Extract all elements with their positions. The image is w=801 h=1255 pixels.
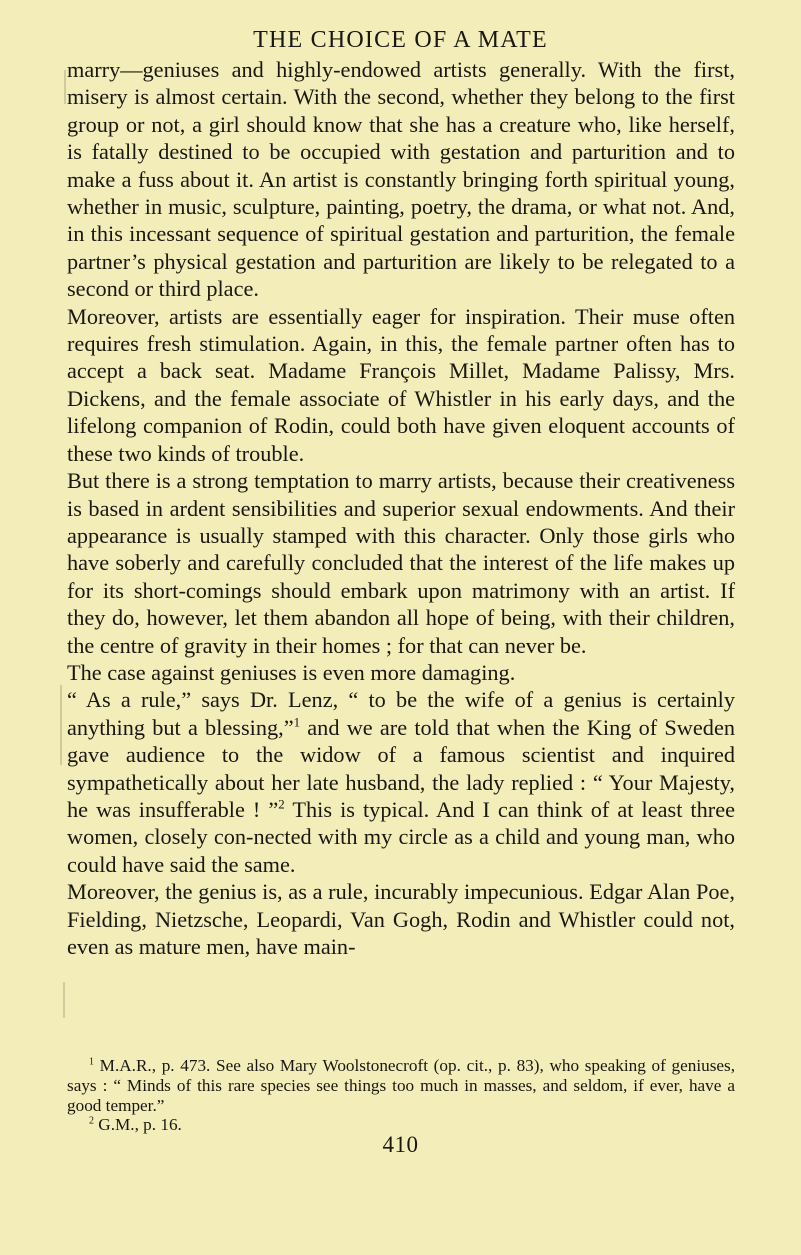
footnote-ref: 2: [278, 796, 285, 812]
body-text: [67, 56, 735, 960]
margin-pencil-mark: [60, 685, 62, 765]
footnote-mark: 1: [89, 1056, 94, 1068]
paragraph: marry—geniuses and highly-endowed artists generally. With the first, misery is almost certain. With the second, whether they belong to the first group or not, a girl should know that she has a creature who, like herself, is fatally destined to be occupied with gestation and parturition and to make a fuss about it. An artist is constantly bringing forth spiritual young, whether in music, sculpture, painting, poetry, the drama, or what not. And, in this incessant sequence of spiritual gestation and parturition, the female partner’s physical gestation and parturition are likely to be relegated to a second or third place.: [67, 57, 735, 302]
paragraph-with-footnote-refs: [67, 686, 735, 878]
footnote-ref: 1: [293, 714, 301, 730]
paragraph: Moreover, artists are essentially eager for inspiration. Their muse often requires fresh stimulation. Again, in this, the female partner often has to accept a back seat. Madame François Millet, Madame Palissy, Mrs. Dickens, and the female associate of Whistler in his early days, and the lifelong companion of Rodin, could both have given eloquent accounts of these two kinds of trouble.: [67, 303, 735, 466]
paragraph: But there is a strong temptation to marry artists, because their creativeness is based in ardent sensibilities and superior sexual endowments. And their appearance is usually stamped with this character. Only those girls who have soberly and carefully concluded that the interest of the life makes up for its short-comings should embark upon matrimony with an artist. If they do, however, let them abandon all hope of being, with their children, the centre of gravity in their homes ; for that can never be.: [67, 468, 735, 658]
paragraph-text: and we are told that when the King of Sweden gave audience to the widow of a famous scientist and inquired sympathetically about her late husband, the lady replied : “ Your Majesty, he was insufferable ! ”: [67, 714, 735, 822]
margin-pencil-mark: [63, 982, 65, 1018]
footnotes: [67, 1056, 735, 1135]
paragraph-text: This is typical. And I can think of at least three women, closely con-nected with my circle as a child and young man, who could have said the same.: [67, 796, 735, 877]
footnote-mark: 2: [89, 1115, 94, 1127]
paragraph-text: “ As a rule,” says Dr. Lenz, “ to be the wife of a genius is certainly anything but a blessing,”: [67, 687, 735, 740]
paragraph: The case against geniuses is even more damaging.: [67, 659, 516, 685]
running-head: THE CHOICE OF A MATE: [253, 27, 548, 53]
margin-pencil-mark: [64, 70, 66, 104]
paragraph: Moreover, the genius is, as a rule, incurably impecunious. Edgar Alan Poe, Fielding, Nietzsche, Leopardi, Van Gogh, Rodin and Whistler could not, even as mature men, have main-: [67, 879, 735, 959]
footnote: [67, 1056, 735, 1115]
footnote-text: G.M., p. 16.: [98, 1115, 182, 1135]
footnote-text: M.A.R., p. 473. See also Mary Woolstonecroft (op. cit., p. 83), who speaking of geniuses, says : “ Minds of this rare species see things too much in masses, and seldom, if ever, have a good temper.”: [67, 1056, 735, 1115]
page-number: 410: [382, 1132, 419, 1157]
